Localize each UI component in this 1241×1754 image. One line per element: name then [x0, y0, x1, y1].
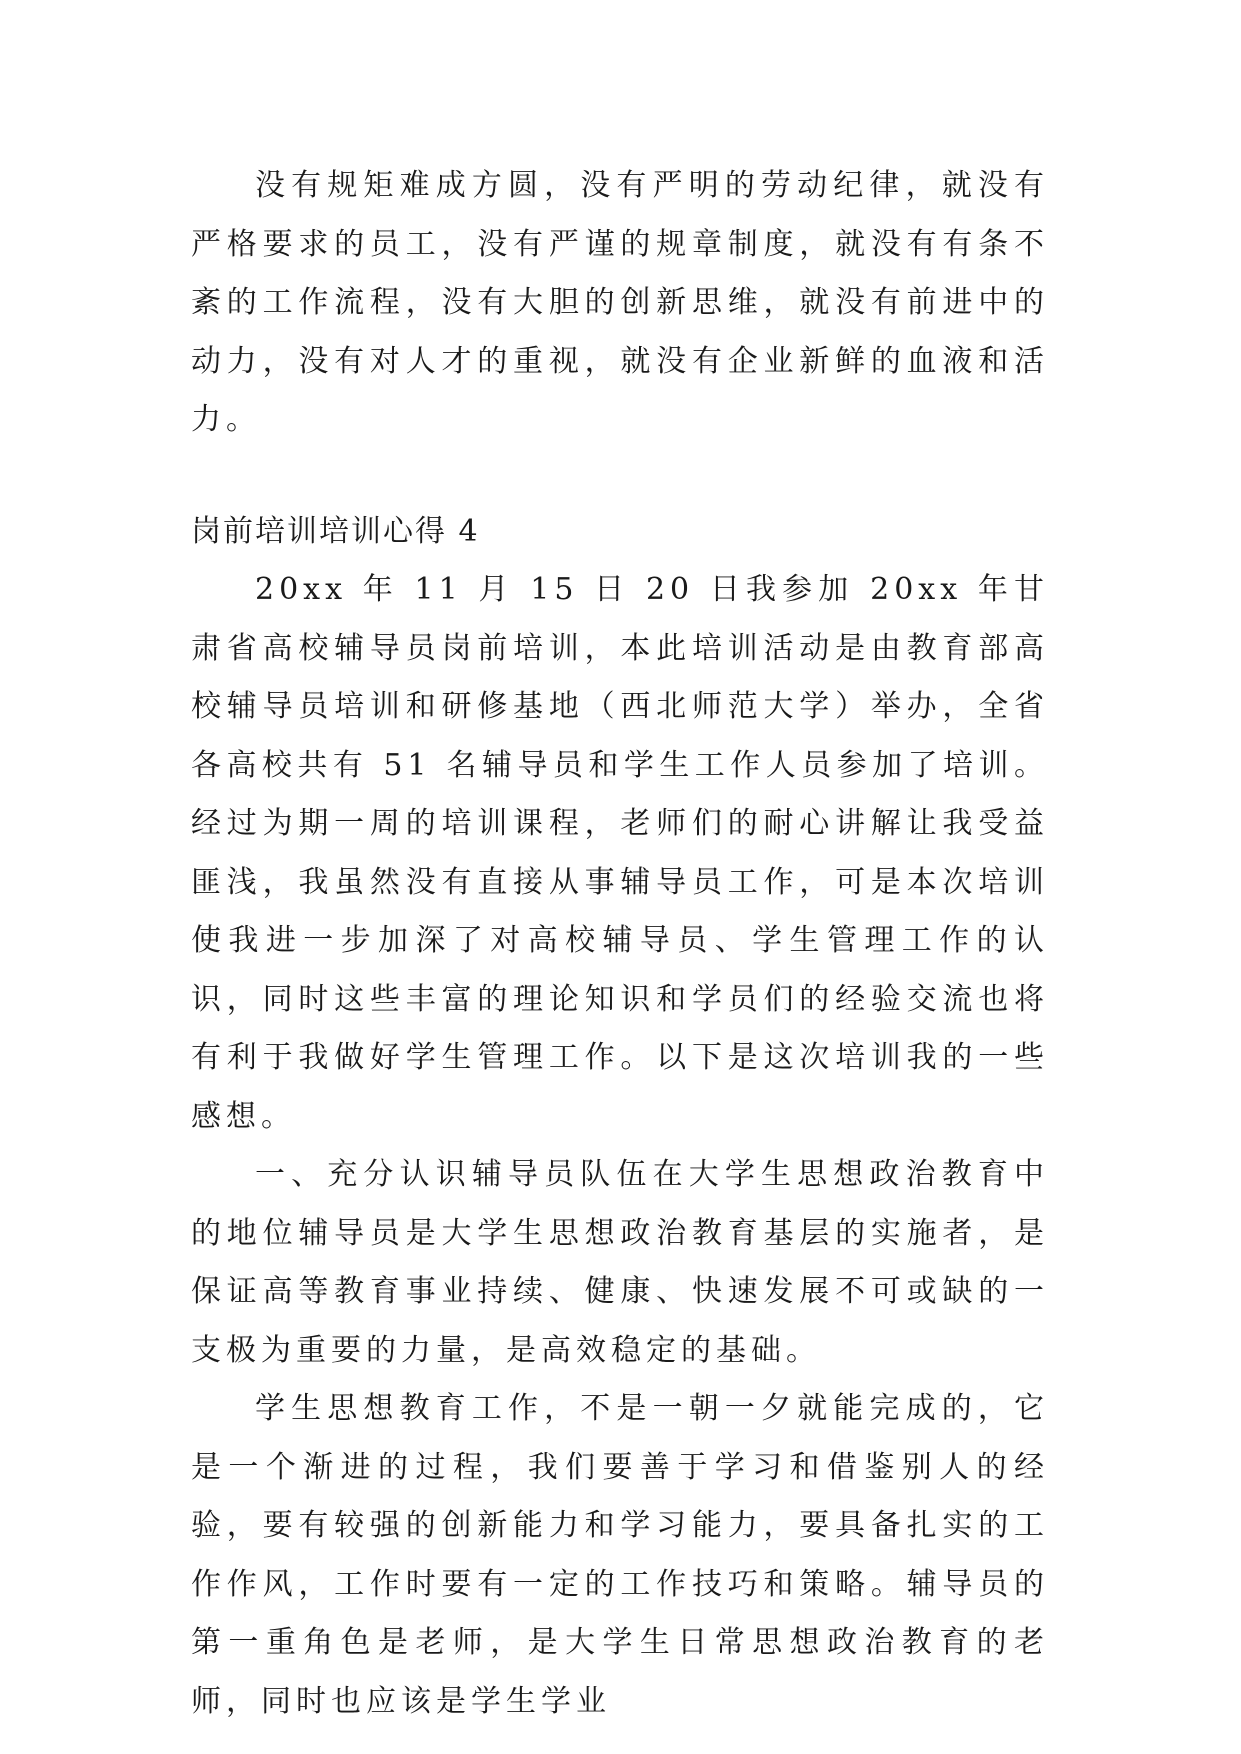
paragraph-discipline: 没有规矩难成方圆，没有严明的劳动纪律，就没有严格要求的员工，没有严谨的规章制度，就没有有条不紊的工作流程，没有大胆的创新思维，就没有前进中的动力，没有对人才的重视，就没有企业新鲜的血液和活力。	[191, 168, 1049, 437]
paragraph-student-education: 学生思想教育工作，不是一朝一夕就能完成的，它是一个渐进的过程，我们要善于学习和借鉴别人的经验，要有较强的创新能力和学习能力，要具备扎实的工作作风，工作时要有一定的工作技巧和策略。辅导员的第一重角色是老师，是大学生日常思想政治教育的老师，同时也应该是学生学业	[191, 1391, 1049, 1719]
paragraph-training-intro: 20xx 年 11 月 15 日 20 日我参加 20xx 年甘肃省高校辅导员岗前培训，本此培训活动是由教育部高校辅导员培训和研修基地（西北师范大学）举办，全省各高校共有 51 名辅导员和学生工作人员参加了培训。经过为期一周的培训课程，老师们的耐心讲解让我受益匪浅，我虽然没有直接从事辅导员工作，可是本次培训使我进一步加深了对高校辅导员、学生管理工作的认识，同时这些丰富的理论知识和学员们的经验交流也将有利于我做好学生管理工作。以下是这次培训我的一些感想。	[191, 572, 1049, 1134]
paragraph-point-one: 一、充分认识辅导员队伍在大学生思想政治教育中的地位辅导员是大学生思想政治教育基层的实施者，是保证高等教育事业持续、健康、快速发展不可或缺的一支极为重要的力量，是高效稳定的基础。	[191, 1157, 1049, 1368]
section-heading: 岗前培训培训心得 4	[191, 513, 480, 549]
document-body	[191, 157, 1049, 1731]
